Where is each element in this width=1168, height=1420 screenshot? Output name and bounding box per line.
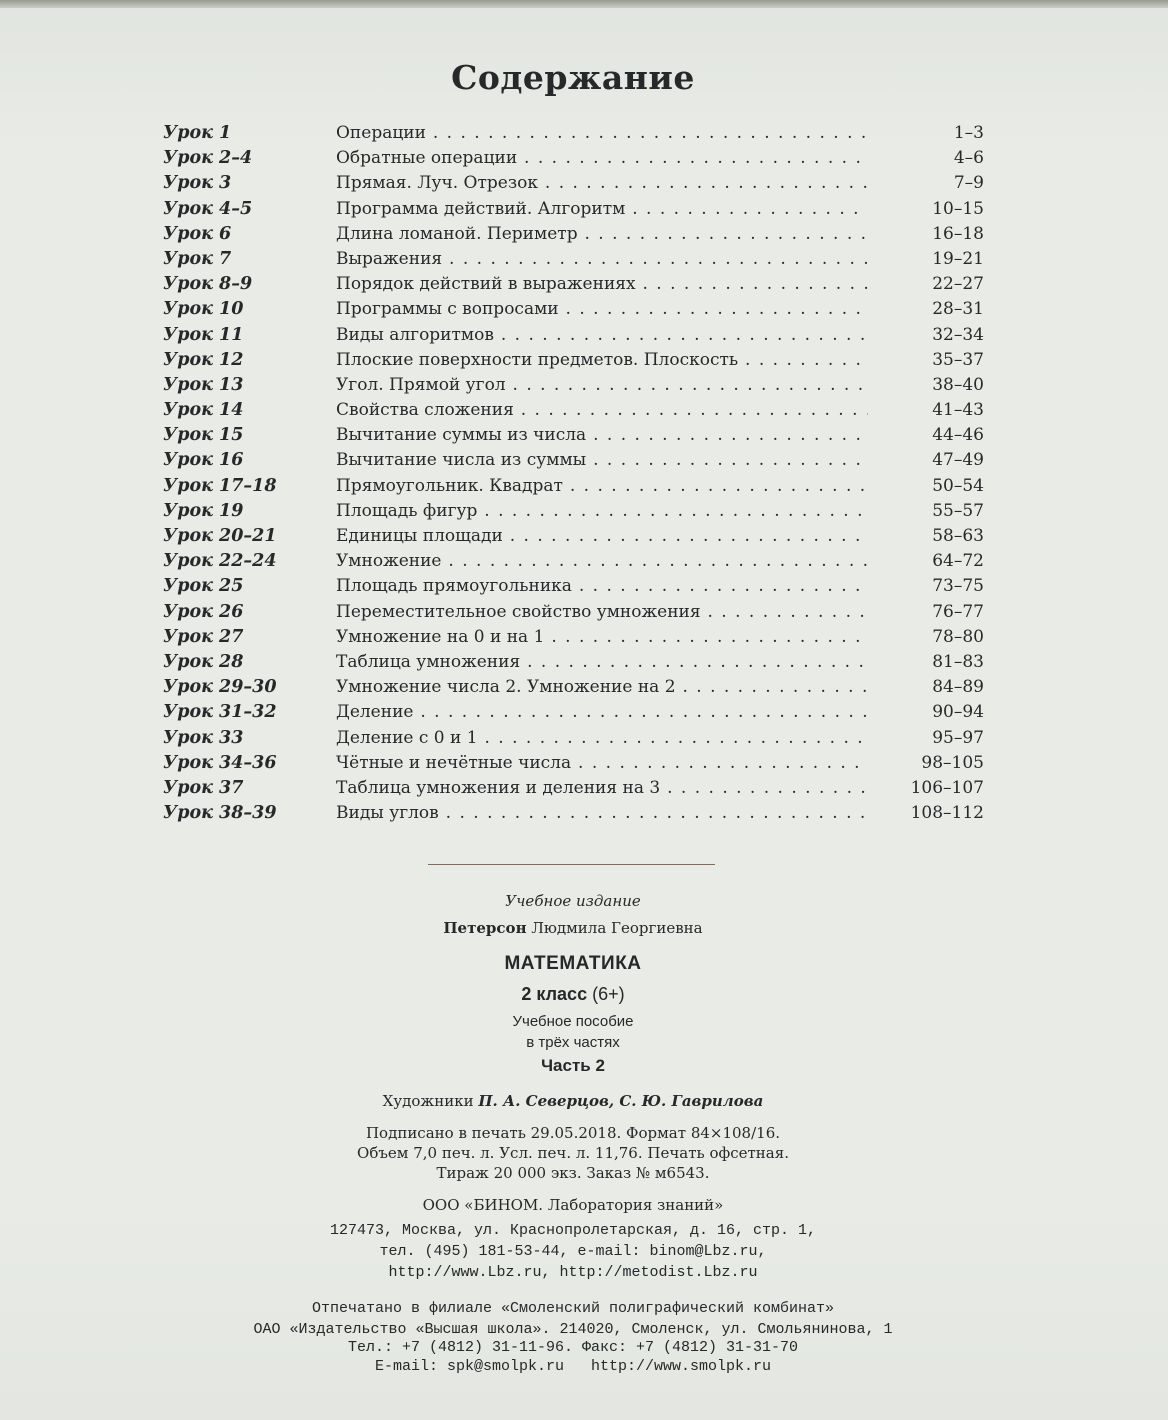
toc-lesson: Урок 10 <box>163 299 244 320</box>
toc-topic: Умножение . . . <box>336 551 868 571</box>
toc-row <box>0 222 1168 247</box>
toc-lesson: Урок 14 <box>163 400 244 421</box>
print-details-1: Подписано в печать 29.05.2018. Формат 84×108/16. <box>365 1124 781 1142</box>
publisher-contacts: тел. (495) 181-53-44, e-mail: binom@Lbz.ru, <box>379 1243 767 1260</box>
toc-row <box>0 726 1168 751</box>
book-kind: Учебное пособие <box>512 1013 634 1030</box>
toc-row <box>0 574 1168 599</box>
toc-row <box>0 675 1168 700</box>
toc-topic: Виды углов . . . <box>336 803 868 823</box>
toc-pages: 4–6 <box>953 148 984 169</box>
toc-lesson: Урок 25 <box>163 576 244 597</box>
toc-pages: 38–40 <box>932 374 984 395</box>
toc-row <box>0 297 1168 322</box>
toc-topic: Плоские поверхности предметов. Плоскость . . . <box>336 350 868 370</box>
toc-row <box>0 700 1168 725</box>
grade-line <box>0 984 1146 1005</box>
publisher-address: 127473, Москва, ул. Краснопролетарская, д. 16, стр. 1, <box>329 1222 817 1239</box>
printer-line-4: E-mail: spk@smolpk.ru http://www.smolpk.ru <box>374 1358 772 1375</box>
toc-topic: Площадь прямоугольника . . . <box>336 576 868 596</box>
toc-pages: 108–112 <box>910 803 984 824</box>
toc-topic: Программа действий. Алгоритм . . . <box>336 199 868 219</box>
toc-lesson: Урок 6 <box>163 223 232 244</box>
part-number: Часть 2 <box>541 1056 605 1075</box>
toc-lesson: Урок 26 <box>163 601 244 622</box>
grade: 2 класс <box>521 984 588 1004</box>
toc-row <box>0 600 1168 625</box>
publisher-name: ООО «БИНОМ. Лаборатория знаний» <box>422 1196 724 1214</box>
toc-pages: 22–27 <box>932 274 984 295</box>
toc-topic: Операции . . . <box>336 123 868 143</box>
parts-note: в трёх частях <box>526 1034 620 1051</box>
toc-pages: 55–57 <box>932 500 984 521</box>
table-of-contents <box>0 121 1168 826</box>
toc-topic: Угол. Прямой угол . . . <box>336 375 868 395</box>
toc-lesson: Урок 33 <box>163 727 244 748</box>
printer-line-2: ОАО «Издательство «Высшая школа». 214020, Смоленск, ул. Смольянинова, 1 <box>253 1321 893 1338</box>
toc-topic: Длина ломаной. Периметр . . . <box>336 224 868 244</box>
toc-lesson: Урок 15 <box>163 425 244 446</box>
toc-lesson: Урок 1 <box>163 123 232 143</box>
toc-row <box>0 197 1168 222</box>
toc-pages: 10–15 <box>932 198 984 219</box>
toc-pages: 44–46 <box>932 425 984 446</box>
toc-topic: Деление . . . <box>336 702 868 722</box>
toc-pages: 19–21 <box>932 248 984 269</box>
toc-topic: Прямоугольник. Квадрат . . . <box>336 476 868 496</box>
toc-row <box>0 499 1168 524</box>
toc-pages: 84–89 <box>932 677 984 698</box>
toc-lesson: Урок 8–9 <box>163 274 253 295</box>
toc-row <box>0 448 1168 473</box>
toc-topic: Программы с вопросами . . . <box>336 299 868 319</box>
toc-row <box>0 373 1168 398</box>
toc-row <box>0 423 1168 448</box>
author-line <box>0 919 1146 937</box>
toc-pages: 28–31 <box>932 299 984 320</box>
toc-row <box>0 398 1168 423</box>
toc-lesson: Урок 20–21 <box>163 526 277 546</box>
toc-pages: 58–63 <box>932 526 984 546</box>
author-given-names: Людмила Георгиевна <box>531 919 703 937</box>
toc-topic: Выражения . . . <box>336 249 868 269</box>
toc-pages: 95–97 <box>932 727 984 748</box>
toc-pages: 32–34 <box>932 324 984 345</box>
toc-pages: 81–83 <box>932 651 984 672</box>
toc-lesson: Урок 27 <box>163 626 244 647</box>
toc-lesson: Урок 16 <box>163 450 244 471</box>
toc-row <box>0 801 1168 826</box>
toc-lesson: Урок 17–18 <box>163 475 277 496</box>
age-rating: (6+) <box>592 984 625 1004</box>
toc-lesson: Урок 19 <box>163 500 244 521</box>
artists-label: Художники <box>382 1092 474 1110</box>
toc-topic: Умножение числа 2. Умножение на 2 . . . <box>336 677 868 697</box>
toc-topic: Таблица умножения и деления на 3 . . . <box>336 778 868 798</box>
toc-topic: Вычитание суммы из числа . . . <box>336 425 868 445</box>
toc-topic: Чётные и нечётные числа . . . <box>336 753 868 773</box>
toc-pages: 47–49 <box>932 450 984 471</box>
toc-topic: Обратные операции . . . <box>336 148 868 168</box>
toc-lesson: Урок 2–4 <box>163 148 253 169</box>
toc-lesson: Урок 12 <box>163 349 244 370</box>
toc-topic: Переместительное свойство умножения . . . <box>336 602 868 622</box>
toc-row <box>0 171 1168 196</box>
toc-topic: Площадь фигур . . . <box>336 501 868 521</box>
book-title: МАТЕМАТИКА <box>504 953 642 974</box>
toc-row <box>0 474 1168 499</box>
toc-pages: 35–37 <box>932 349 984 370</box>
toc-pages: 41–43 <box>932 400 984 421</box>
toc-pages: 90–94 <box>932 702 984 723</box>
toc-topic: Прямая. Луч. Отрезок . . . <box>336 173 868 193</box>
author-surname: Петерсон <box>443 919 527 937</box>
toc-row <box>0 121 1168 146</box>
divider-line <box>428 864 715 865</box>
toc-lesson: Урок 3 <box>163 173 232 194</box>
toc-lesson: Урок 31–32 <box>163 702 277 723</box>
toc-lesson: Урок 13 <box>163 374 244 395</box>
toc-lesson: Урок 28 <box>163 651 244 672</box>
toc-pages: 16–18 <box>932 223 984 244</box>
toc-pages: 7–9 <box>953 173 984 194</box>
toc-row <box>0 625 1168 650</box>
toc-topic: Вычитание числа из суммы . . . <box>336 450 868 470</box>
publisher-urls: http://www.Lbz.ru, http://metodist.Lbz.ru <box>388 1264 758 1281</box>
toc-topic: Виды алгоритмов . . . <box>336 325 868 345</box>
artists-names: П. А. Северцов, С. Ю. Гаврилова <box>478 1092 764 1110</box>
artists-line <box>0 1092 1146 1110</box>
toc-row <box>0 524 1168 549</box>
toc-row <box>0 247 1168 272</box>
toc-topic: Таблица умножения . . . <box>336 652 868 672</box>
toc-topic: Умножение на 0 и на 1 . . . <box>336 627 868 647</box>
toc-topic: Порядок действий в выражениях . . . <box>336 274 868 294</box>
contents-title: Содержание <box>451 58 695 97</box>
toc-lesson: Урок 22–24 <box>163 551 277 572</box>
toc-lesson: Урок 38–39 <box>163 803 277 824</box>
toc-pages: 98–105 <box>921 752 984 773</box>
toc-row <box>0 348 1168 373</box>
toc-topic: Деление с 0 и 1 . . . <box>336 728 868 748</box>
toc-pages: 73–75 <box>932 576 984 597</box>
printer-line-3: Тел.: +7 (4812) 31-11-96. Факс: +7 (4812) 31-31-70 <box>347 1339 799 1356</box>
toc-lesson: Урок 34–36 <box>163 752 277 773</box>
toc-lesson: Урок 29–30 <box>163 677 277 698</box>
printer-line-1: Отпечатано в филиале «Смоленский полиграфический комбинат» <box>311 1300 835 1317</box>
toc-row <box>0 146 1168 171</box>
toc-row <box>0 776 1168 801</box>
toc-topic: Единицы площади . . . <box>336 526 868 546</box>
toc-pages: 50–54 <box>932 475 984 496</box>
toc-pages: 64–72 <box>932 551 984 572</box>
toc-row <box>0 323 1168 348</box>
print-details-3: Тираж 20 000 экз. Заказ № м6543. <box>436 1164 710 1182</box>
toc-lesson: Урок 11 <box>163 324 244 345</box>
toc-pages: 1–3 <box>953 123 984 143</box>
toc-pages: 106–107 <box>910 777 984 798</box>
toc-topic: Свойства сложения . . . <box>336 400 868 420</box>
toc-pages: 78–80 <box>932 626 984 647</box>
print-details-2: Объем 7,0 печ. л. Усл. печ. л. 11,76. Печать офсетная. <box>357 1144 789 1162</box>
toc-row <box>0 650 1168 675</box>
toc-row <box>0 549 1168 574</box>
toc-lesson: Урок 37 <box>163 777 244 798</box>
toc-lesson: Урок 4–5 <box>163 198 253 219</box>
toc-row <box>0 751 1168 776</box>
toc-row <box>0 272 1168 297</box>
page-top-edge <box>0 0 1168 8</box>
toc-lesson: Урок 7 <box>163 248 232 269</box>
toc-pages: 76–77 <box>932 601 984 622</box>
edition-type: Учебное издание <box>505 892 641 910</box>
